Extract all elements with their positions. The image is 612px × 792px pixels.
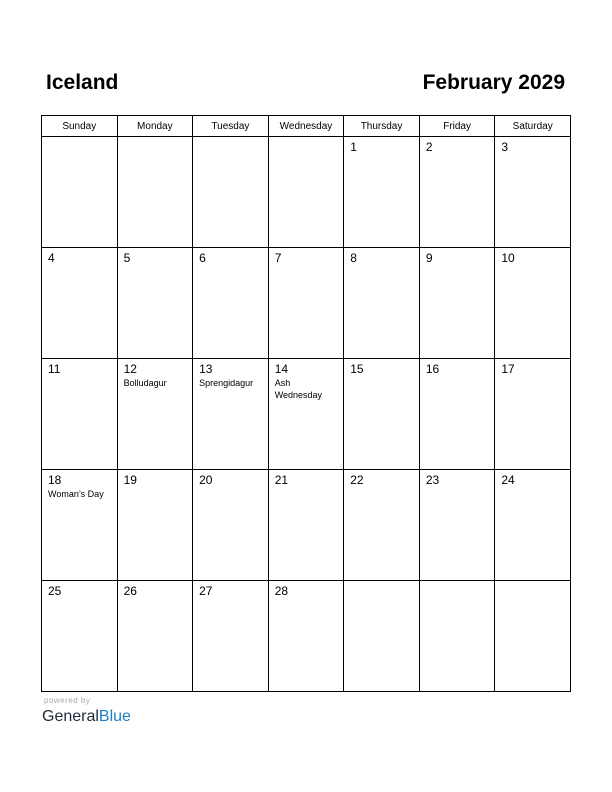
day-cell bbox=[117, 581, 193, 692]
day-cell bbox=[193, 581, 269, 692]
day-cell bbox=[193, 470, 269, 581]
day-number: 19 bbox=[123, 473, 137, 487]
holiday-label: Ash Wednesday bbox=[274, 378, 323, 400]
day-number: 8 bbox=[350, 251, 357, 265]
day-number: 7 bbox=[274, 251, 282, 265]
day-number: 14 bbox=[274, 362, 289, 376]
weekday-sunday: Sunday bbox=[42, 116, 118, 137]
day-cell bbox=[419, 137, 495, 248]
day-number: 21 bbox=[274, 473, 289, 487]
day-cell bbox=[268, 470, 344, 581]
weekday-thursday: Thursday bbox=[344, 116, 420, 137]
day-number: 22 bbox=[350, 473, 364, 487]
day-number: 24 bbox=[501, 473, 515, 487]
weekday-saturday: Saturday bbox=[495, 116, 571, 137]
day-cell bbox=[42, 359, 118, 470]
week-row bbox=[42, 359, 571, 470]
generalblue-logo bbox=[42, 707, 131, 727]
month-year-title: February 2029 bbox=[422, 71, 565, 94]
logo-general-text: General bbox=[42, 708, 99, 725]
week-row bbox=[42, 248, 571, 359]
day-cell bbox=[344, 359, 420, 470]
day-cell bbox=[117, 248, 193, 359]
day-number: 4 bbox=[48, 251, 55, 265]
day-cell bbox=[117, 470, 193, 581]
holiday-label: Bolludagur bbox=[123, 378, 167, 388]
powered-by-label: powered by bbox=[44, 696, 91, 705]
empty-day-cell bbox=[193, 137, 269, 248]
day-number: 10 bbox=[501, 251, 515, 265]
day-number: 6 bbox=[199, 251, 206, 265]
day-number: 23 bbox=[425, 473, 440, 487]
day-number: 13 bbox=[199, 362, 213, 376]
day-cell bbox=[42, 581, 118, 692]
day-number: 17 bbox=[501, 362, 515, 376]
day-number: 12 bbox=[123, 362, 137, 376]
holiday-label: Woman’s Day bbox=[48, 489, 104, 499]
day-cell bbox=[344, 470, 420, 581]
day-number: 28 bbox=[274, 584, 289, 598]
day-number: 1 bbox=[350, 140, 357, 154]
day-cell bbox=[495, 359, 571, 470]
day-cell bbox=[495, 470, 571, 581]
weekday-header-row bbox=[42, 116, 571, 137]
day-number: 9 bbox=[425, 251, 433, 265]
day-cell bbox=[419, 359, 495, 470]
day-number: 26 bbox=[123, 584, 137, 598]
day-cell bbox=[117, 359, 193, 470]
day-cell bbox=[495, 137, 571, 248]
footer-brand bbox=[42, 696, 131, 727]
day-number: 2 bbox=[425, 140, 433, 154]
day-number: 16 bbox=[425, 362, 440, 376]
day-number: 15 bbox=[350, 362, 364, 376]
weekday-friday: Friday bbox=[419, 116, 495, 137]
day-cell bbox=[419, 248, 495, 359]
empty-day-cell bbox=[42, 137, 118, 248]
holiday-label: Sprengidagur bbox=[199, 378, 254, 388]
day-number: 20 bbox=[199, 473, 213, 487]
day-cell bbox=[344, 248, 420, 359]
day-cell bbox=[193, 248, 269, 359]
weekday-tuesday: Tuesday bbox=[193, 116, 269, 137]
day-number: 25 bbox=[48, 584, 62, 598]
empty-day-cell bbox=[344, 581, 420, 692]
day-cell bbox=[495, 248, 571, 359]
weekday-monday: Monday bbox=[117, 116, 193, 137]
day-number: 3 bbox=[501, 140, 509, 154]
day-number: 18 bbox=[48, 473, 62, 487]
empty-day-cell bbox=[268, 137, 344, 248]
day-cell bbox=[268, 248, 344, 359]
empty-day-cell bbox=[419, 581, 495, 692]
logo-blue-text: Blue bbox=[98, 708, 131, 725]
day-cell bbox=[268, 581, 344, 692]
empty-day-cell bbox=[495, 581, 571, 692]
weekday-wednesday: Wednesday bbox=[268, 116, 344, 137]
week-row bbox=[42, 581, 571, 692]
empty-day-cell bbox=[117, 137, 193, 248]
week-row bbox=[42, 137, 571, 248]
day-cell bbox=[42, 470, 118, 581]
day-cell bbox=[419, 470, 495, 581]
day-cell bbox=[193, 359, 269, 470]
day-number: 27 bbox=[199, 584, 213, 598]
calendar-grid bbox=[41, 115, 571, 692]
day-cell bbox=[268, 359, 344, 470]
day-cell bbox=[42, 248, 118, 359]
day-number: 11 bbox=[48, 362, 61, 376]
week-row bbox=[42, 470, 571, 581]
day-number: 5 bbox=[123, 251, 131, 265]
country-title: Iceland bbox=[46, 71, 119, 94]
day-cell bbox=[344, 137, 420, 248]
